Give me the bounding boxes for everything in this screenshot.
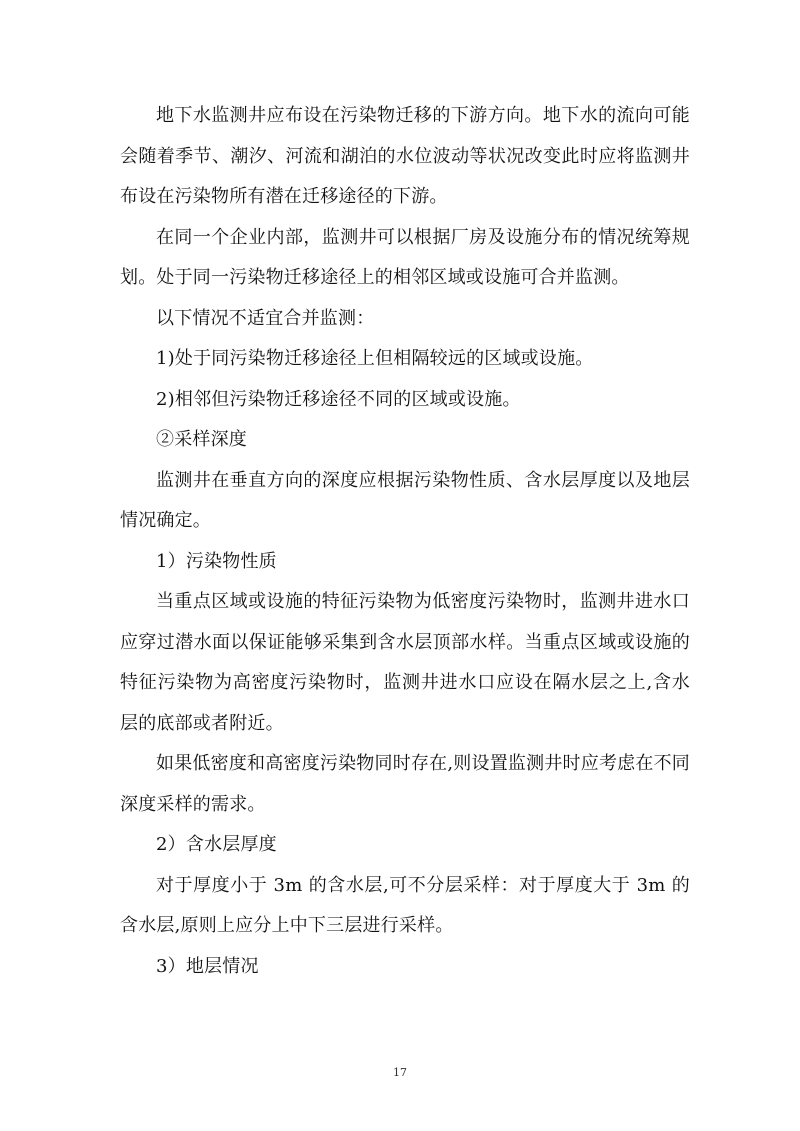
page-number: 17 xyxy=(393,1066,407,1079)
paragraph-aquifer-thickness: 对于厚度小于 3m 的含水层,可不分层采样：对于厚度大于 3m 的含水层,原则上应分上中下三层进行采样。 xyxy=(120,874,690,936)
paragraph-mixed-density: 如果低密度和高密度污染物同时存在,则设置监测井时应考虑在不同深度采样的需求。 xyxy=(120,753,690,815)
paragraph-monitoring-well-downstream: 地下水监测井应布设在污染物迁移的下游方向。地下水的流向可能会随着季节、潮汐、河流和湖泊的水位波动等状况改变此时应将监测井布设在污染物所有潜在迁移途径的下游。 xyxy=(120,105,690,207)
list-item-2: 2)相邻但污染物迁移途径不同的区域或设施。 xyxy=(156,388,521,410)
paragraph-density-pollutants: 当重点区域或设施的特征污染物为低密度污染物时，监测井进水口应穿过潜水面以保证能够采集到含水层顶部水样。当重点区域或设施的特征污染物为高密度污染物时，监测井进水口应设在隔水层之上,含水层的底部或者附近。 xyxy=(120,591,690,734)
list-item-1: 1)处于同污染物迁移途径上但相隔较远的区域或设施。 xyxy=(156,348,594,369)
section-heading-sampling-depth: ②采样深度 xyxy=(156,429,247,450)
subheading-stratum-conditions: 3）地层情况 xyxy=(156,955,259,977)
paragraph-not-suitable-merge: 以下情况不适宜合并监测： xyxy=(156,307,375,329)
paragraph-vertical-depth: 监测井在垂直方向的深度应根据污染物性质、含水层厚度以及地层情况确定。 xyxy=(120,469,690,531)
paragraph-enterprise-planning: 在同一个企业内部，监测井可以根据厂房及设施分布的情况统筹规划。处于同一污染物迁移途径上的相邻区域或设施可合并监测。 xyxy=(120,226,690,288)
subheading-aquifer-thickness: 2）含水层厚度 xyxy=(156,834,277,855)
subheading-pollutant-properties: 1）污染物性质 xyxy=(156,550,277,572)
document-body xyxy=(120,96,690,987)
